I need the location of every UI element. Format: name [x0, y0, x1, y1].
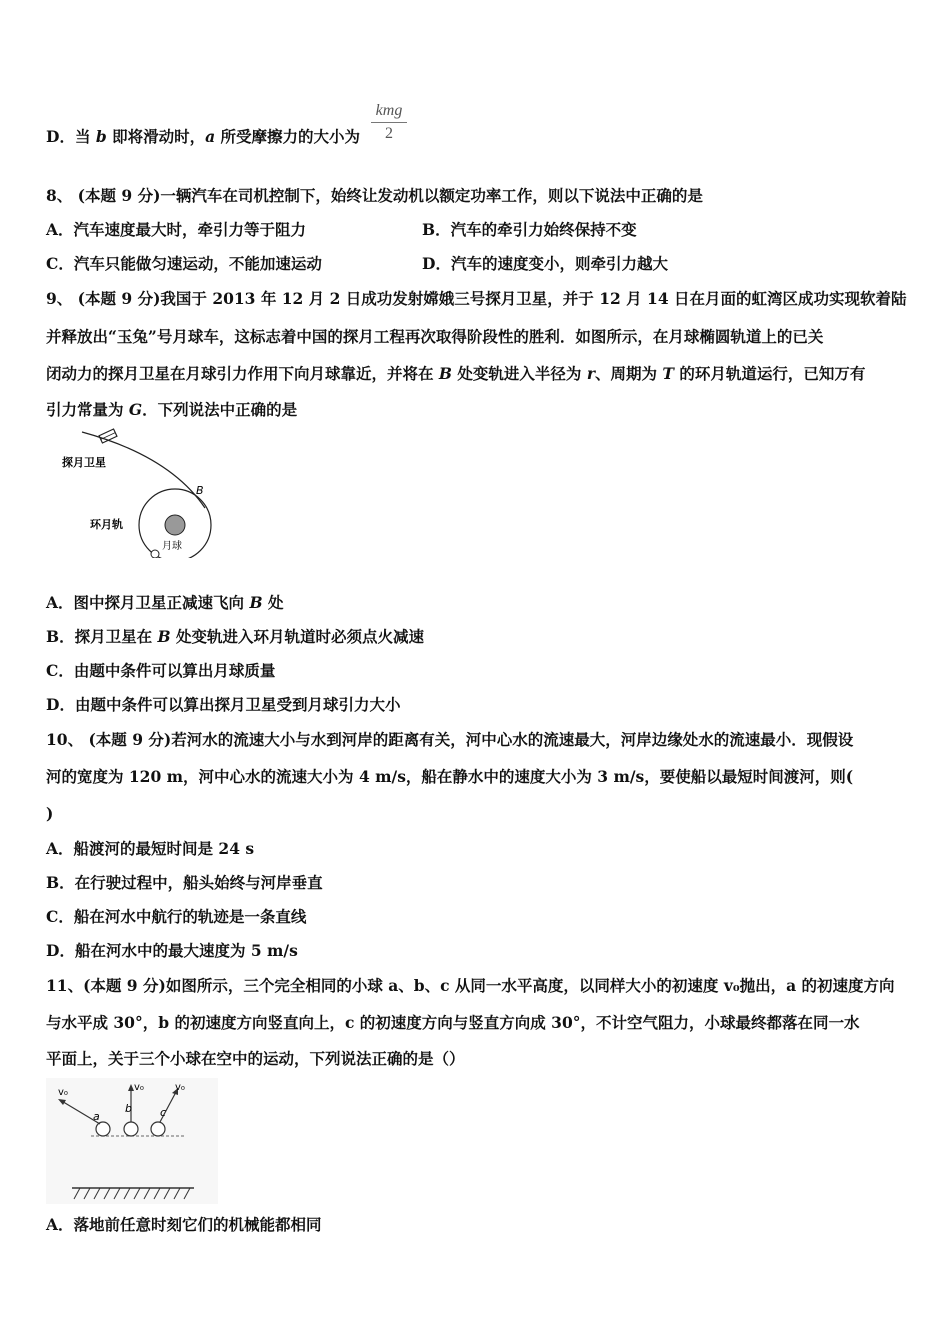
q11-option-a: A．落地前任意时刻它们的机械能都相同 — [46, 1215, 322, 1234]
q10-option-b: B．在行驶过程中，船头始终与河岸垂直 — [46, 873, 323, 892]
q9-option-b: B．探月卫星在 B 处变轨进入环月轨道时必须点火减速 — [46, 627, 425, 646]
q10-option-c: C．船在河水中航行的轨迹是一条直线 — [46, 907, 307, 926]
q9-option-c: C．由题中条件可以算出月球质量 — [46, 661, 276, 680]
q11-stem-line1: 11、(本题 9 分)如图所示，三个完全相同的小球 a、b、c 从同一水平高度，以同样大小的初速度 v₀抛出，a 的初速度方向 — [46, 976, 895, 995]
q11-stem-line3: 平面上，关于三个小球在空中的运动，下列说法正确的是（） — [46, 1049, 465, 1068]
moon-label: 月球 — [162, 541, 182, 552]
ball-c-label: c — [160, 1106, 167, 1119]
moon-icon — [165, 515, 185, 535]
figure-background — [46, 1078, 218, 1204]
q10-stem-line2: 河的宽度为 120 m，河中心水的流速大小为 4 m/s，船在静水中的速度大小为 3 m/s，要使船以最短时间渡河，则( — [46, 767, 854, 786]
fraction-numerator: kmg — [375, 102, 403, 119]
q8-option-b: B．汽车的牵引力始终保持不变 — [422, 220, 637, 239]
ball-c — [151, 1122, 165, 1136]
q10-stem-line3: ) — [46, 804, 54, 823]
q9-option-d: D．由题中条件可以算出探月卫星受到月球引力大小 — [46, 695, 401, 714]
q10-stem-line1: 10、 (本题 9 分)若河水的流速大小与水到河岸的距离有关，河中心水的流速最大，河岸边缘处水的流速最小．现假设 — [46, 730, 854, 749]
small-satellite-icon — [151, 550, 159, 558]
q9-option-a: A．图中探月卫星正减速飞向 B 处 — [46, 593, 284, 612]
projectile-figure — [46, 1078, 218, 1204]
orbit-label: 环月轨 — [90, 518, 123, 531]
q9-stem-line2: 并释放出“玉兔”号月球车，这标志着中国的探月工程再次取得阶段性的胜利．如图所示，在月球椭圆轨道上的已关 — [46, 327, 824, 346]
q9-stem-line3: 闭动力的探月卫星在月球引力作用下向月球靠近，并将在 B 处变轨进入半径为 r、周期为 T 的环月轨道运行，已知万有 — [46, 364, 866, 383]
q9-stem-line4: 引力常量为 G．下列说法中正确的是 — [46, 400, 298, 419]
q8-option-d: D．汽车的速度变小，则牵引力越大 — [422, 254, 668, 273]
q10-option-d: D．船在河水中的最大速度为 5 m/s — [46, 941, 298, 960]
q8-option-c: C．汽车只能做匀速运动，不能加速运动 — [46, 254, 322, 273]
friction-fraction — [371, 102, 407, 143]
satellite-label: 探月卫星 — [62, 456, 106, 469]
q7-option-d: D．当 b 即将滑动时，a 所受摩擦力的大小为 — [46, 127, 361, 146]
v0-a-label: v₀ — [58, 1087, 68, 1098]
ball-b — [124, 1122, 138, 1136]
q9-stem-line1: 9、 (本题 9 分)我国于 2013 年 12 月 2 日成功发射嫦娥三号探月卫星，并于 12 月 14 日在月面的虹湾区成功实现软着陆 — [46, 289, 907, 308]
v0-c-label: v₀ — [175, 1082, 185, 1093]
ball-a — [96, 1122, 110, 1136]
elliptical-orbit-path — [82, 432, 205, 508]
q11-stem-line2: 与水平成 30°，b 的初速度方向竖直向上，c 的初速度方向与竖直方向成 30°，不计空气阻力，小球最终都落在同一水 — [46, 1013, 860, 1032]
q8-row2 — [46, 253, 910, 275]
q8-row1 — [46, 219, 910, 241]
q8-option-a: A．汽车速度最大时，牵引力等于阻力 — [46, 220, 307, 239]
ball-b-label: b — [125, 1102, 132, 1115]
lunar-orbit-figure — [60, 428, 230, 558]
q10-option-a: A．船渡河的最短时间是 24 s — [46, 839, 255, 858]
point-b-label: B — [196, 484, 204, 497]
ball-a-label: a — [93, 1110, 100, 1123]
fraction-bar — [371, 122, 407, 123]
q8-stem: 8、 (本题 9 分)一辆汽车在司机控制下，始终让发动机以额定功率工作，则以下说法中正确的是 — [46, 186, 703, 205]
fraction-denominator: 2 — [385, 125, 393, 142]
v0-b-label: v₀ — [134, 1082, 144, 1093]
satellite-icon — [99, 429, 117, 443]
